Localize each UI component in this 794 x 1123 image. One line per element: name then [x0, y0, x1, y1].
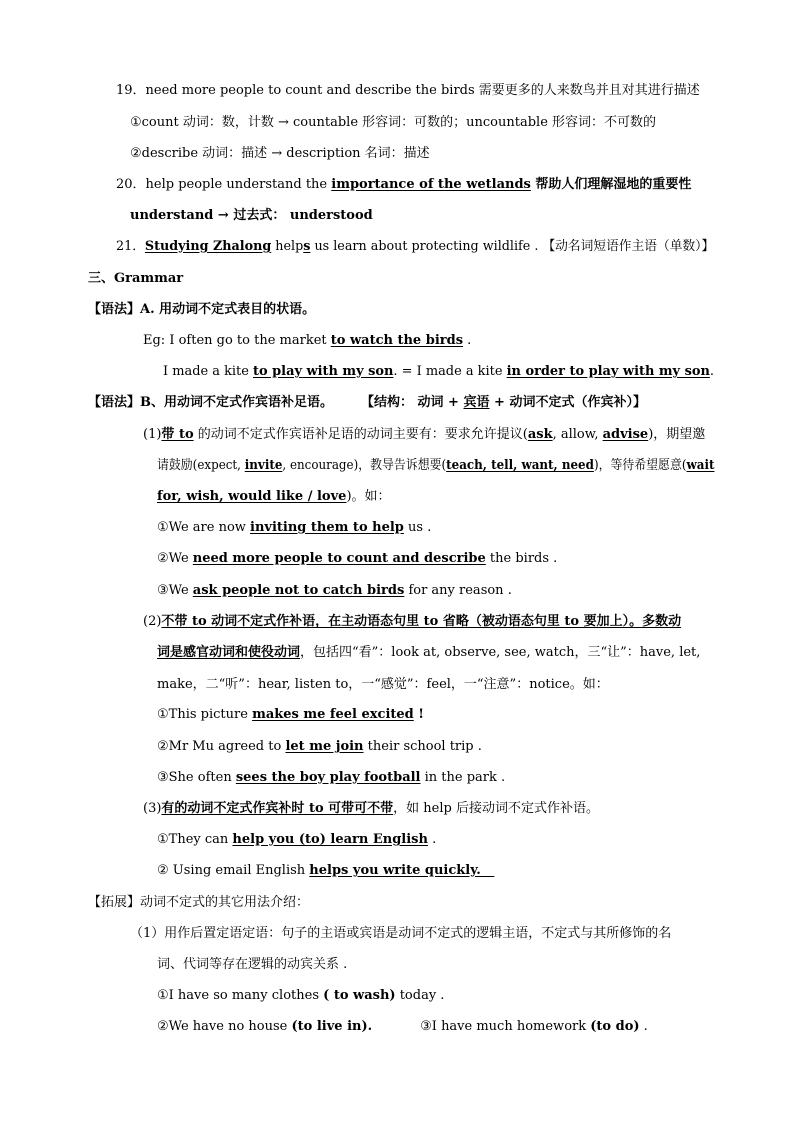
item-20-prefix: 20．help people understand the: [116, 177, 332, 192]
grammar-b-point-2-line-2: [157, 644, 700, 662]
p1-wish: for, wish, would like / love: [157, 489, 347, 504]
ex6-c: in the park .: [420, 770, 506, 785]
p1-teach: teach, tell, want, need: [446, 458, 594, 473]
eg2-phrase-2: in order to play with my son: [506, 364, 710, 379]
ext-ex3-c: .: [639, 1019, 648, 1034]
p1-ask: ask: [527, 427, 553, 442]
ex7-phrase: help you (to) learn English: [232, 832, 428, 847]
eg1-prefix: Eg: I often go to the market: [143, 333, 331, 348]
ex2-a: ②We: [157, 551, 193, 566]
b-example-3: [157, 582, 512, 600]
grammar-b-point-1-line-2: [157, 457, 714, 475]
structure-a: 【结构： 动词 +: [361, 395, 464, 410]
ex8-phrase: helps you write quickly.: [309, 863, 495, 878]
p1-l3end: )。如：: [346, 489, 391, 504]
ext-ex1-c: today .: [395, 988, 445, 1003]
p1-invite: invite: [244, 458, 283, 473]
ex5-a: ②Mr Mu agreed to: [157, 739, 286, 754]
item-21-subject: Studying Zhalong: [144, 239, 272, 254]
item-20: [116, 176, 691, 194]
eg1-phrase: to watch the birds: [330, 333, 464, 348]
item-20-past-tense: understand → 过去式： understood: [130, 208, 373, 223]
grammar-b-point-2-line-3: make，二“听”：hear, listen to，一“感觉”：feel，一“注意”：notice。如：: [157, 677, 609, 692]
p1-expect: )，期望邀: [648, 427, 706, 442]
item-19: 19．need more people to count and describe the birds 需要更多的人来数鸟并且对其进行描述: [116, 83, 700, 98]
ex4-a: ①This picture: [157, 707, 253, 722]
p1-l2c: )，等待希望愿意(: [593, 458, 687, 473]
p3-num: (3): [143, 801, 162, 816]
structure-b: + 动词不定式（作宾补）】: [489, 395, 646, 410]
b-example-6: [157, 769, 505, 787]
eg1-end: .: [463, 333, 472, 348]
ext-ex1-a: ①I have so many clothes: [157, 988, 324, 1003]
p1-num: (1): [143, 427, 162, 442]
ex1-c: us .: [403, 520, 432, 535]
ex3-phrase: ask people not to catch birds: [192, 583, 405, 598]
section-heading: 三、Grammar: [88, 271, 184, 286]
item-19-note-describe: ②describe 动词：描述 → description 名词：描述: [130, 146, 430, 161]
item-20-phrase: importance of the wetlands: [331, 177, 531, 192]
extension-example-1: [157, 987, 444, 1005]
extension-example-2-3: [157, 1018, 648, 1036]
item-21-rest: us learn about protecting wildlife . 【动名词短语作主语（单数）】: [310, 239, 715, 254]
p1-allow: , allow,: [552, 427, 603, 442]
ex1-phrase: inviting them to help: [250, 520, 404, 535]
item-21-verb-s: s: [303, 239, 311, 254]
p2-num: (2): [143, 614, 162, 629]
ex6-phrase: sees the boy play football: [235, 770, 421, 785]
ex7-a: ①They can: [157, 832, 233, 847]
grammar-a-title: 【语法】A. 用动词不定式表目的状语。: [88, 302, 316, 317]
grammar-b-point-3: [143, 800, 599, 818]
eg2-phrase: to play with my son: [253, 364, 394, 379]
p3-text: ，如 help 后接动词不定式作补语。: [393, 801, 599, 816]
ext-ex3-phrase: (to do): [590, 1019, 640, 1034]
p1-l2a: 请鼓励(expect,: [157, 458, 245, 473]
ex7-c: .: [427, 832, 437, 847]
eg2-prefix: I made a kite: [163, 364, 254, 379]
ex1-a: ①We are now: [157, 520, 251, 535]
grammar-b-point-1: [143, 426, 705, 444]
item-21-prefix: 21．: [116, 239, 145, 254]
item-19-note-count: ①count 动词：数，计数 → countable 形容词：可数的；uncountable 形容词：不可数的: [130, 115, 657, 130]
extension-point-1-line-2: 词、代词等存在逻辑的动宾关系 .: [157, 957, 348, 972]
b-example-5: [157, 738, 482, 756]
ex3-c: for any reason .: [404, 583, 512, 598]
ex4-c: !: [413, 707, 424, 722]
p2-rule: 不带 to 动词不定式作补语，在主动语态句里 to 省略（被动语态句里 to 要加上）。多数动: [161, 614, 682, 629]
grammar-a-example-1: [143, 332, 471, 350]
grammar-b-point-1-line-3: [157, 488, 391, 506]
ex2-phrase: need more people to count and describe: [192, 551, 486, 566]
ex4-phrase: makes me feel excited: [252, 707, 414, 722]
ex8-a: ② Using email English: [157, 863, 310, 878]
grammar-b-title-text: 【语法】B、用动词不定式作宾语补足语。: [88, 395, 333, 410]
ex6-a: ③She often: [157, 770, 236, 785]
b-example-2: [157, 550, 557, 568]
eg2-mid: . = I made a kite: [393, 364, 507, 379]
p1-advise: advise: [602, 427, 649, 442]
ex2-c: the birds .: [485, 551, 558, 566]
extension-title: 【拓展】动词不定式的其它用法介绍：: [88, 895, 310, 910]
extension-point-1: （1）用作后置定语定语：句子的主语或宾语是动词不定式的逻辑主语，不定式与其所修饰的名: [130, 926, 672, 941]
structure-object: 宾语: [463, 395, 490, 410]
grammar-b-point-2: [143, 613, 681, 631]
p1-wait: wait: [686, 458, 715, 473]
b-example-8: [157, 862, 494, 880]
b-example-4: [157, 706, 424, 724]
item-21-verb: help: [271, 239, 304, 254]
p3-rule: 有的动词不定式作宾补时 to 可带可不带: [161, 801, 394, 816]
ext-ex2-phrase: (to live in).: [291, 1019, 373, 1034]
p2-l2b: ，包括四“看”：look at, observe, see, watch，三“让”：have, let,: [300, 645, 701, 660]
ext-ex2-a: ②We have no house: [157, 1019, 292, 1034]
b-example-7: [157, 831, 436, 849]
ex3-a: ③We: [157, 583, 193, 598]
grammar-b-title: [88, 394, 646, 412]
p1-text: 的动词不定式作宾语补足语的动词主要有：要求允许提议(: [193, 427, 528, 442]
item-20-gloss: 帮助人们理解湿地的重要性: [530, 177, 692, 192]
ex5-phrase: let me join: [285, 739, 364, 754]
ext-ex3-a: ③I have much homework: [420, 1019, 591, 1034]
p1-l2b: , encourage)，教导告诉想要(: [282, 458, 447, 473]
grammar-a-example-2: [163, 363, 714, 381]
p1-take-to: 带 to: [161, 427, 194, 442]
p2-verbs: 词是感官动词和使役动词: [157, 645, 301, 660]
ex5-c: their school trip .: [363, 739, 482, 754]
ext-ex1-phrase: ( to wash): [323, 988, 396, 1003]
item-21: [116, 238, 714, 256]
eg2-end: .: [709, 364, 715, 379]
b-example-1: [157, 519, 431, 537]
